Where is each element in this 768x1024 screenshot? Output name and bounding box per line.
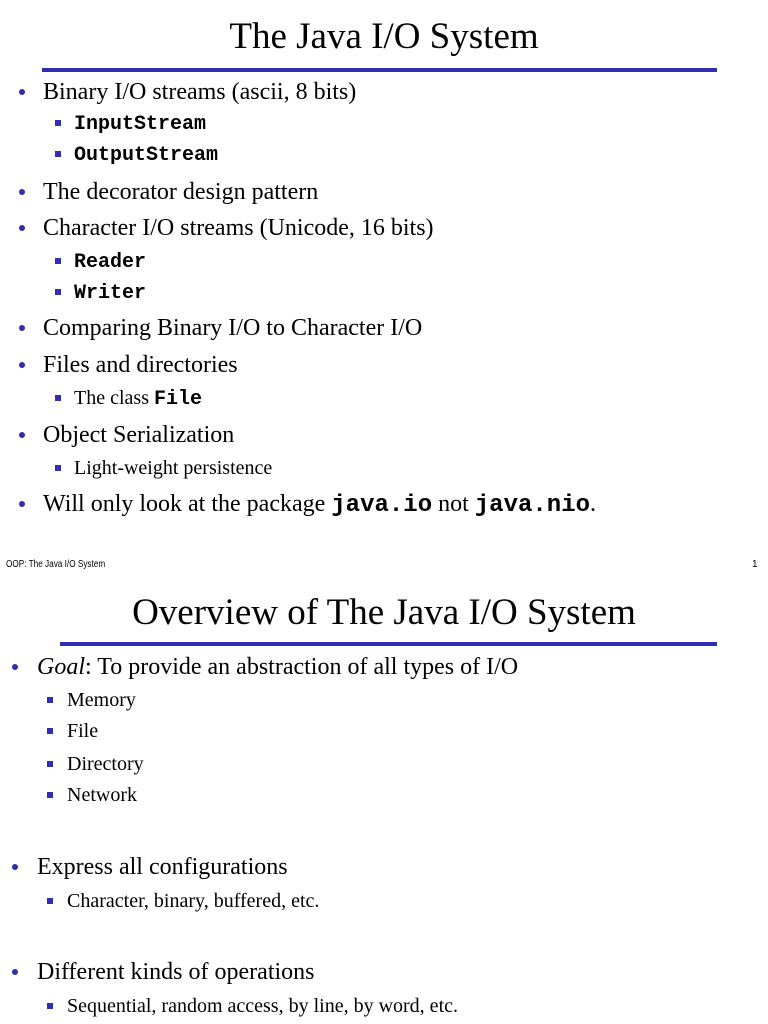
bullet-dot-icon (19, 89, 25, 95)
bullet-item (43, 77, 356, 107)
bullet-item (43, 420, 234, 450)
sub-bullet-item (74, 248, 146, 276)
bullet-dot-icon (19, 325, 25, 331)
bullet-item (43, 489, 596, 521)
bullet-square-icon (55, 120, 61, 126)
slide-1-title: The Java I/O System (229, 16, 539, 57)
code-text: File (153, 388, 202, 411)
bullet-text: Directory (67, 753, 144, 775)
bullet-dot-icon (19, 189, 25, 195)
bullet-text: : To provide an abstraction of all types of I/O (85, 654, 519, 680)
bullet-text: Sequential, random access, by line, by word, etc. (67, 995, 458, 1017)
bullet-square-icon (55, 465, 61, 471)
bullet-dot-icon (12, 864, 18, 870)
sub-bullet-item (67, 718, 98, 744)
sub-bullet-item (67, 993, 458, 1019)
code-text: java.nio (474, 492, 590, 519)
bullet-dot-icon (19, 432, 25, 438)
code-text: InputStream (74, 113, 207, 136)
bullet-text: Network (67, 784, 137, 806)
sub-bullet-item (74, 455, 272, 481)
sub-bullet-item (74, 279, 146, 307)
bullet-item (43, 177, 318, 207)
bullet-text: The decorator design pattern (43, 179, 319, 205)
bullet-text: not (432, 491, 475, 517)
bullet-text: Light-weight persistence (74, 457, 273, 479)
bullet-dot-icon (12, 664, 18, 670)
bullet-text: Character I/O streams (Unicode, 16 bits) (43, 215, 434, 241)
bullet-square-icon (47, 728, 53, 734)
bullet-text: Express all configurations (37, 854, 288, 880)
bullet-dot-icon (19, 501, 25, 507)
bullet-text: Goal (37, 654, 85, 680)
bullet-square-icon (55, 151, 61, 157)
bullet-text: Object Serialization (43, 422, 235, 448)
bullet-item (37, 652, 518, 682)
bullet-item (43, 350, 238, 380)
code-text: OutputStream (74, 144, 219, 167)
slide-2-title-rule (60, 642, 717, 646)
bullet-text: Binary I/O streams (ascii, 8 bits) (43, 79, 357, 105)
bullet-text: The class (74, 387, 154, 409)
sub-bullet-item (74, 385, 202, 413)
bullet-item (43, 213, 434, 243)
bullet-text: Different kinds of operations (37, 959, 315, 985)
bullet-dot-icon (19, 225, 25, 231)
code-text: java.io (331, 492, 433, 519)
bullet-square-icon (55, 395, 61, 401)
bullet-square-icon (47, 898, 53, 904)
bullet-square-icon (47, 697, 53, 703)
bullet-text: Comparing Binary I/O to Character I/O (43, 315, 423, 341)
slide-footer-label: OOP: The Java I/O System (6, 559, 106, 570)
bullet-text: Will only look at the package (43, 491, 332, 517)
slide-2 (0, 575, 768, 1024)
bullet-text: File (67, 720, 99, 742)
bullet-item (43, 313, 422, 343)
bullet-text: Memory (67, 689, 136, 711)
bullet-dot-icon (19, 362, 25, 368)
sub-bullet-item (67, 888, 319, 914)
bullet-text: Character, binary, buffered, etc. (67, 890, 320, 912)
bullet-square-icon (55, 289, 61, 295)
sub-bullet-item (67, 687, 136, 713)
sub-bullet-item (67, 782, 137, 808)
bullet-square-icon (47, 1003, 53, 1009)
slide-1-title-rule (42, 68, 717, 72)
bullet-square-icon (47, 761, 53, 767)
slide-page-number: 1 (752, 559, 758, 570)
bullet-square-icon (47, 792, 53, 798)
sub-bullet-item (74, 141, 218, 169)
code-text: Reader (74, 251, 147, 274)
bullet-item (37, 957, 315, 987)
slide-2-title: Overview of The Java I/O System (132, 592, 636, 633)
bullet-text: . (590, 491, 596, 517)
bullet-square-icon (55, 258, 61, 264)
sub-bullet-item (67, 751, 144, 777)
sub-bullet-item (74, 110, 206, 138)
bullet-dot-icon (12, 969, 18, 975)
bullet-text: Files and directories (43, 352, 238, 378)
bullet-item (37, 852, 288, 882)
code-text: Writer (74, 282, 147, 305)
